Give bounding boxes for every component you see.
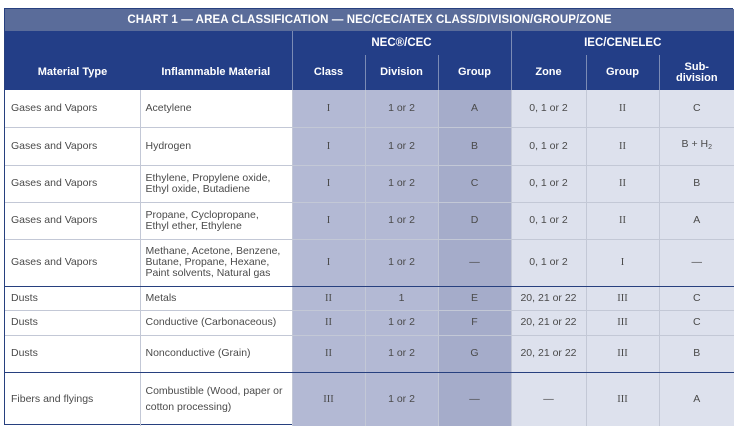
col-division: Division [365, 55, 438, 90]
col-subdivision: Sub- division [659, 55, 734, 90]
group-cell: D [438, 202, 511, 239]
class-cell: II [292, 286, 365, 310]
iec-group-cell: I [586, 239, 659, 286]
material-type-cell: Dusts [5, 286, 140, 310]
zone-cell: 0, 1 or 2 [511, 165, 586, 202]
division-cell: 1 or 2 [365, 202, 438, 239]
table-row [5, 127, 734, 165]
material-type-cell: Gases and Vapors [5, 239, 140, 286]
class-cell: II [292, 335, 365, 372]
iec-group-cell: II [586, 165, 659, 202]
group-cell: E [438, 286, 511, 310]
subdivision-cell: A [659, 372, 734, 426]
inflammable-material-cell: Combustible (Wood, paper or cotton processing) [140, 372, 292, 426]
material-type-cell: Dusts [5, 335, 140, 372]
inflammable-material-cell: Nonconductive (Grain) [140, 335, 292, 372]
subdivision-cell: — [659, 239, 734, 286]
table-row [5, 90, 734, 127]
table-row [5, 372, 734, 426]
classification-table [5, 9, 734, 426]
group-cell: F [438, 310, 511, 335]
material-type-cell: Dusts [5, 310, 140, 335]
col-iec-group: Group [586, 55, 659, 90]
division-cell: 1 or 2 [365, 90, 438, 127]
subdivision-cell: B [659, 335, 734, 372]
group-cell: C [438, 165, 511, 202]
table-row [5, 335, 734, 372]
zone-cell: 20, 21 or 22 [511, 310, 586, 335]
inflammable-material-cell: Methane, Acetone, Benzene, Butane, Propane, Hexane, Paint solvents, Natural gas [140, 239, 292, 286]
inflammable-material-cell: Ethylene, Propylene oxide, Ethyl oxide, Butadiene [140, 165, 292, 202]
table-row [5, 165, 734, 202]
group-cell: A [438, 90, 511, 127]
division-cell: 1 or 2 [365, 165, 438, 202]
zone-cell: — [511, 372, 586, 426]
division-cell: 1 or 2 [365, 372, 438, 426]
material-type-cell: Gases and Vapors [5, 90, 140, 127]
class-cell: I [292, 127, 365, 165]
inflammable-material-cell: Metals [140, 286, 292, 310]
inflammable-material-cell: Hydrogen [140, 127, 292, 165]
chart-title: CHART 1 — AREA CLASSIFICATION — NEC/CEC/ATEX CLASS/DIVISION/GROUP/ZONE [5, 9, 734, 31]
iec-group-cell: II [586, 127, 659, 165]
subdivision-cell: C [659, 310, 734, 335]
group-cell: — [438, 372, 511, 426]
zone-cell: 0, 1 or 2 [511, 239, 586, 286]
class-cell: I [292, 90, 365, 127]
col-inflammable-material: Inflammable Material [140, 55, 292, 90]
division-cell: 1 or 2 [365, 310, 438, 335]
material-type-cell: Fibers and flyings [11, 392, 94, 405]
iec-group-cell: III [586, 286, 659, 310]
area-classification-chart [4, 8, 733, 425]
header-spacer [5, 31, 292, 55]
group-cell: B [438, 127, 511, 165]
zone-cell: 0, 1 or 2 [511, 202, 586, 239]
subdivision-cell: B [659, 165, 734, 202]
division-cell: 1 or 2 [365, 127, 438, 165]
zone-cell: 20, 21 or 22 [511, 335, 586, 372]
group-cell: G [438, 335, 511, 372]
zone-cell: 20, 21 or 22 [511, 286, 586, 310]
inflammable-material-cell: Propane, Cyclopropane, Ethyl ether, Ethylene [140, 202, 292, 239]
table-row [5, 310, 734, 335]
subdivision-cell: C [659, 90, 734, 127]
subdivision-cell: C [659, 286, 734, 310]
material-type-cell: Gases and Vapors [5, 165, 140, 202]
material-type-cell: Gases and Vapors [5, 127, 140, 165]
table-row [5, 202, 734, 239]
subdivision-cell: A [659, 202, 734, 239]
inflammable-material-cell: Conductive (Carbonaceous) [140, 310, 292, 335]
class-cell: II [292, 310, 365, 335]
iec-group-cell: III [586, 372, 659, 426]
zone-cell: 0, 1 or 2 [511, 127, 586, 165]
class-cell: I [292, 239, 365, 286]
col-group: Group [438, 55, 511, 90]
subdivision-cell: $B + H_2$ [659, 127, 734, 165]
iec-group-cell: III [586, 335, 659, 372]
iec-group-cell: II [586, 202, 659, 239]
iec-group-header: IEC/CENELEC [511, 31, 734, 55]
division-cell: 1 or 2 [365, 239, 438, 286]
table-row [5, 239, 734, 286]
col-zone: Zone [511, 55, 586, 90]
iec-group-cell: III [586, 310, 659, 335]
iec-group-cell: II [586, 90, 659, 127]
inflammable-material-cell: Acetylene [140, 90, 292, 127]
nec-group-header: NEC®/CEC [292, 31, 511, 55]
table-row [5, 286, 734, 310]
division-cell: 1 [365, 286, 438, 310]
group-cell: — [438, 239, 511, 286]
material-type-cell: Gases and Vapors [5, 202, 140, 239]
division-cell: 1 or 2 [365, 335, 438, 372]
col-material-type: Material Type [5, 55, 140, 90]
zone-cell: 0, 1 or 2 [511, 90, 586, 127]
class-cell: I [292, 202, 365, 239]
class-cell: I [292, 165, 365, 202]
class-cell: III [292, 372, 365, 426]
col-class: Class [292, 55, 365, 90]
